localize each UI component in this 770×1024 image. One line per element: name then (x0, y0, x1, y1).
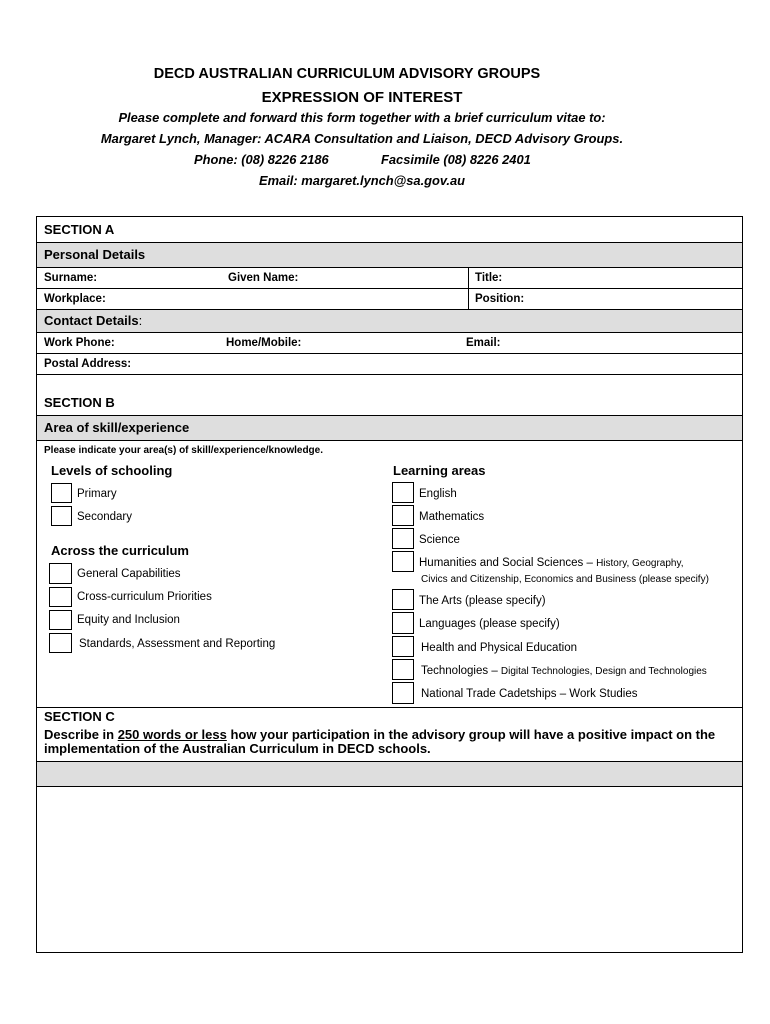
checkbox-science[interactable] (392, 528, 414, 549)
prompt-before: Describe in (44, 727, 118, 742)
humanities-detail-line2: Civics and Citizenship, Economics and Business (please specify) (421, 574, 709, 585)
mathematics-label: Mathematics (419, 511, 485, 523)
technologies-main-text: Technologies – (421, 665, 501, 677)
given-name-label: Given Name: (228, 272, 299, 284)
checkbox-technologies[interactable] (392, 659, 414, 680)
form-subtitle: EXPRESSION OF INTEREST (261, 89, 463, 106)
section-a-row (37, 217, 742, 242)
facsimile-number: Facsimile (08) 8226 2401 (381, 152, 531, 167)
section-c-row (37, 707, 742, 761)
title-field[interactable] (507, 268, 739, 288)
surname-label: Surname: (44, 272, 98, 284)
contact-email: Email: margaret.lynch@sa.gov.au (258, 173, 465, 188)
across-the-curriculum-heading: Across the curriculum (51, 543, 189, 558)
eoi-form (36, 216, 743, 953)
contact-details-heading (44, 310, 142, 332)
form-title: DECD AUSTRALIAN CURRICULUM ADVISORY GROUPS (153, 66, 541, 82)
checkbox-mathematics[interactable] (392, 505, 414, 526)
languages-label: Languages (please specify) (419, 618, 560, 630)
health-physical-education-label: Health and Physical Education (421, 642, 577, 654)
checkbox-health-physical-education[interactable] (392, 636, 414, 657)
checkbox-cross-curriculum-priorities[interactable] (49, 587, 72, 607)
section-c-gray-bar (37, 761, 742, 786)
standards-assessment-reporting-label: Standards, Assessment and Reporting (79, 638, 276, 650)
workplace-row (37, 288, 742, 309)
title-label: Title: (475, 272, 503, 284)
checkbox-primary[interactable] (51, 483, 72, 503)
section-b-row (37, 374, 742, 415)
general-capabilities-label: General Capabilities (77, 568, 181, 580)
equity-and-inclusion-label: Equity and Inclusion (77, 614, 180, 626)
technologies-label (421, 664, 707, 679)
workplace-label: Workplace: (44, 293, 106, 305)
checkbox-national-trade-cadetships[interactable] (392, 682, 414, 704)
the-arts-label: The Arts (please specify) (419, 595, 546, 607)
levels-of-schooling-heading: Levels of schooling (51, 463, 173, 478)
humanities-main-text: Humanities and Social Sciences – (419, 557, 597, 569)
primary-label: Primary (77, 488, 117, 500)
checkbox-general-capabilities[interactable] (49, 563, 72, 584)
section-c-answer-area[interactable] (37, 786, 742, 952)
phone-row (37, 332, 742, 353)
home-mobile-label: Home/Mobile: (226, 337, 302, 349)
national-trade-cadetships-label: National Trade Cadetships – Work Studies (421, 688, 638, 700)
work-phone-field[interactable] (118, 333, 223, 353)
personal-details-row (37, 242, 742, 267)
science-label: Science (419, 534, 460, 546)
position-field[interactable] (527, 289, 739, 309)
humanities-social-sciences-label (419, 556, 684, 571)
learning-areas-heading: Learning areas (393, 463, 486, 478)
skill-instruction: Please indicate your area(s) of skill/experience/knowledge. (44, 445, 324, 456)
section-c-prompt-line2: implementation of the Australian Curriculum in DECD schools. (44, 741, 431, 756)
section-b-heading: SECTION B (44, 395, 115, 410)
area-of-skill-heading: Area of skill/experience (44, 420, 190, 435)
contact-details-colon: : (138, 313, 143, 328)
checkbox-standards-assessment-reporting[interactable] (49, 633, 72, 653)
work-phone-label: Work Phone: (44, 337, 115, 349)
submission-instruction: Please complete and forward this form together with a brief curriculum vitae to: (118, 110, 606, 125)
word-limit-emphasis: 250 words or less (117, 727, 227, 742)
section-c-prompt-line1 (44, 728, 715, 742)
postal-address-label: Postal Address: (44, 358, 132, 370)
prompt-after: how your participation in the advisory group will have a positive impact on the (226, 727, 716, 742)
postal-address-field[interactable] (135, 354, 739, 374)
given-name-field[interactable] (301, 268, 465, 288)
technologies-detail-text: Digital Technologies, Design and Technologies (500, 666, 707, 677)
surname-field[interactable] (99, 268, 224, 288)
column-divider (468, 289, 469, 309)
secondary-label: Secondary (77, 511, 132, 523)
checkbox-humanities-social-sciences[interactable] (392, 551, 414, 572)
workplace-field[interactable] (110, 289, 465, 309)
cross-curriculum-priorities-label: Cross-curriculum Priorities (77, 591, 212, 603)
english-label: English (419, 488, 457, 500)
checkbox-languages[interactable] (392, 612, 414, 634)
postal-address-row (37, 353, 742, 374)
checkbox-equity-and-inclusion[interactable] (49, 610, 72, 630)
section-a-heading: SECTION A (44, 222, 115, 237)
checkbox-secondary[interactable] (51, 506, 72, 526)
home-mobile-field[interactable] (305, 333, 463, 353)
contact-details-row (37, 309, 742, 332)
phone-number: Phone: (08) 8226 2186 (194, 152, 329, 167)
contact-details-text: Contact Details (44, 313, 139, 328)
email-field[interactable] (503, 333, 739, 353)
personal-details-heading: Personal Details (44, 247, 146, 262)
checkbox-english[interactable] (392, 482, 414, 503)
checkbox-the-arts[interactable] (392, 589, 414, 610)
section-c-heading: SECTION C (44, 709, 115, 724)
area-of-skill-row (37, 415, 742, 440)
position-label: Position: (475, 293, 525, 305)
recipient-line: Margaret Lynch, Manager: ACARA Consultation and Liaison, DECD Advisory Groups. (100, 131, 624, 146)
column-divider (468, 268, 469, 288)
skill-checkbox-area (37, 440, 742, 707)
humanities-detail-text: History, Geography, (596, 558, 684, 569)
email-label: Email: (466, 337, 501, 349)
name-row (37, 267, 742, 288)
